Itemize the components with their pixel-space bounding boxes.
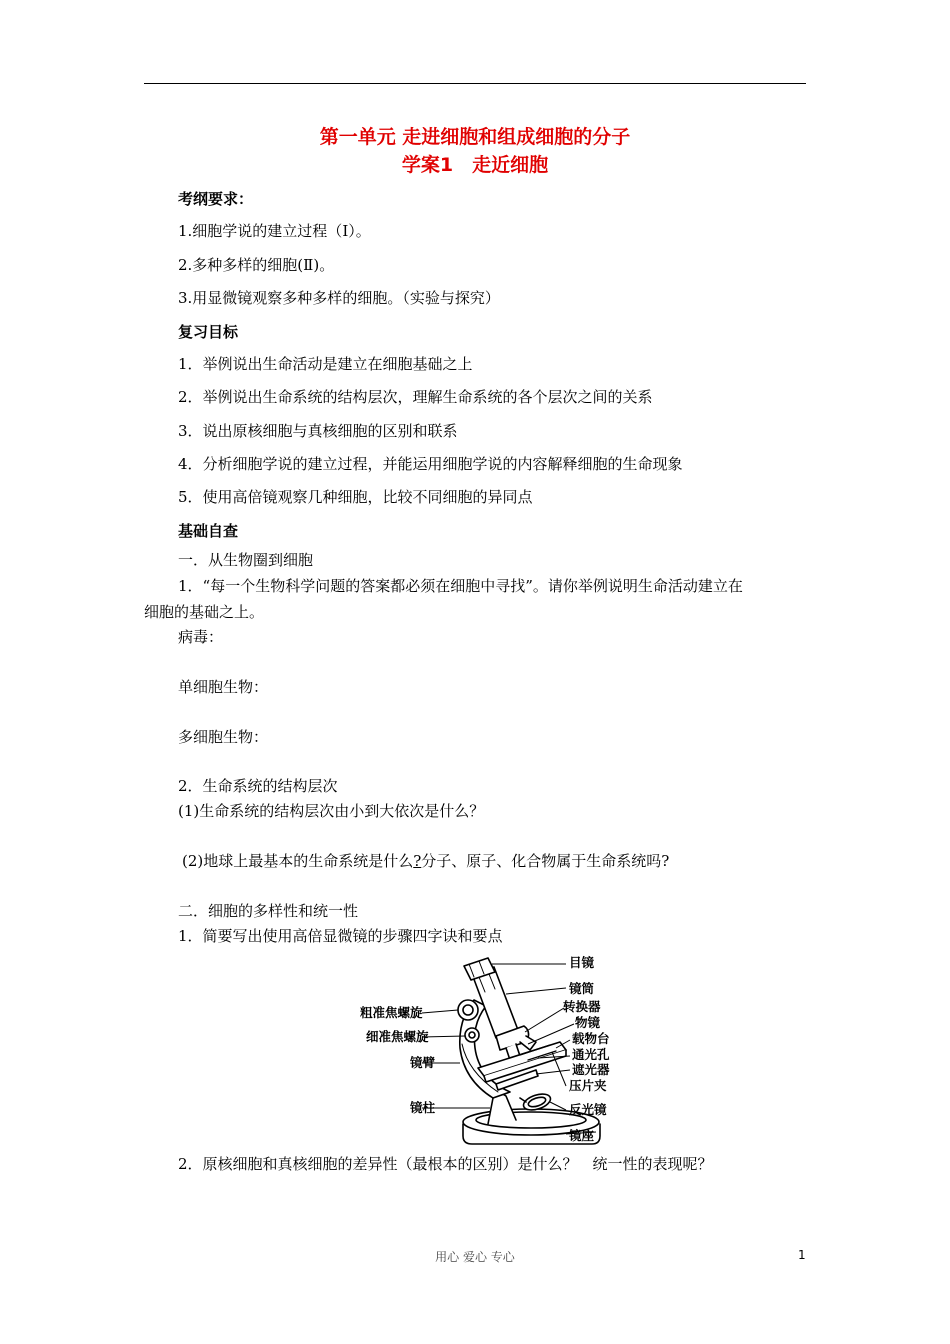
page-number: 1	[798, 1248, 806, 1262]
question-text: 2．原核细胞和真核细胞的差异性（最根本的区别）是什么？ 统一性的表现呢？	[178, 1155, 713, 1173]
part-title: 一．从生物圈到细胞	[178, 551, 314, 569]
label-objective: 物镜	[575, 1015, 601, 1030]
page-subtitle: 学案1 走近细胞	[401, 154, 549, 176]
section-heading-selfcheck: 基础自查	[178, 522, 239, 540]
question-text: 2．生命系统的结构层次	[178, 777, 338, 795]
label-mirror: 反光镜	[569, 1102, 607, 1117]
page-title: 第一单元 走进细胞和组成细胞的分子	[319, 126, 631, 148]
answer-label-virus: 病毒：	[178, 628, 224, 646]
label-eyepiece: 目镜	[569, 955, 595, 970]
label-aperture: 通光孔	[572, 1047, 610, 1062]
goal-item: 3．说出原核细胞与真核细胞的区别和联系	[178, 422, 458, 440]
label-tube: 镜筒	[569, 981, 595, 996]
label-diaphragm: 遮光器	[572, 1062, 610, 1077]
goal-item: 5．使用高倍镜观察几种细胞，比较不同细胞的异同点	[178, 488, 533, 506]
requirement-item: 2.多种多样的细胞(Ⅱ)。	[178, 256, 335, 274]
question-text: 1．简要写出使用高倍显微镜的步骤四字诀和要点	[178, 927, 503, 945]
header-rule	[144, 83, 806, 84]
question-text: 1．“每一个生物科学问题的答案都必须在细胞中寻找”。请你举例说明生命活动建立在	[178, 577, 743, 595]
section-heading-goals: 复习目标	[178, 323, 239, 341]
section-heading-requirements: 考纲要求：	[178, 190, 254, 208]
question-text: (2)地球上最基本的生命系统是什么?分子、原子、化合物属于生命系统吗?	[182, 852, 670, 870]
requirement-item: 3.用显微镜观察多种多样的细胞。（实验与探究）	[178, 289, 500, 307]
label-nosepiece: 转换器	[563, 999, 601, 1014]
requirement-item: 1.细胞学说的建立过程（Ⅰ）。	[178, 222, 371, 240]
part-title: 二．细胞的多样性和统一性	[178, 902, 359, 920]
label-arm: 镜臂	[410, 1055, 436, 1070]
page-footer: 用心 爱心 专心	[435, 1250, 515, 1264]
question-text: (1)生命系统的结构层次由小到大依次是什么？	[178, 802, 485, 820]
label-clip: 压片夹	[569, 1078, 607, 1093]
goal-item: 2．举例说出生命系统的结构层次，理解生命系统的各个层次之间的关系	[178, 388, 653, 406]
label-stage: 载物台	[572, 1031, 610, 1046]
label-pillar: 镜柱	[410, 1100, 436, 1115]
question-text: 细胞的基础之上。	[144, 603, 265, 621]
label-base: 镜座	[569, 1128, 595, 1143]
label-fine-focus: 细准焦螺旋	[366, 1029, 429, 1044]
goal-item: 4．分析细胞学说的建立过程，并能运用细胞学说的内容解释细胞的生命现象	[178, 455, 683, 473]
answer-label-multi-cell: 多细胞生物：	[178, 728, 269, 746]
answer-label-single-cell: 单细胞生物：	[178, 678, 269, 696]
microscope-figure	[360, 952, 630, 1148]
goal-item: 1．举例说出生命活动是建立在细胞基础之上	[178, 355, 473, 373]
label-coarse-focus: 粗准焦螺旋	[360, 1005, 423, 1020]
